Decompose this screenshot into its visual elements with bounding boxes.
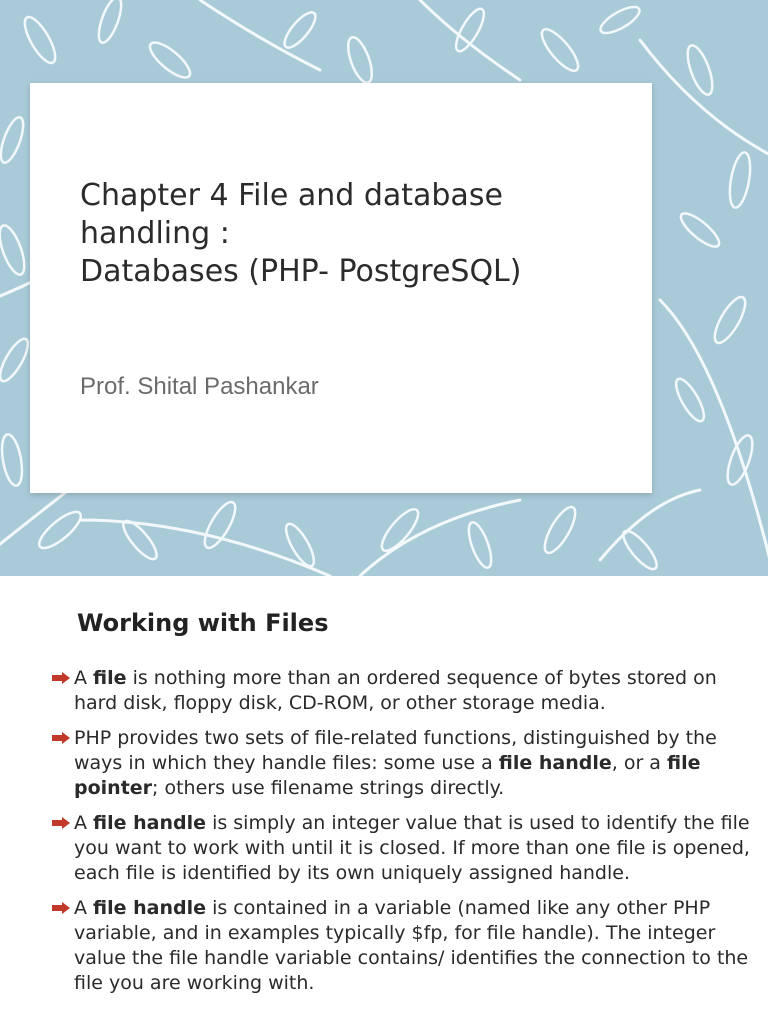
bullet-item	[50, 896, 750, 996]
bold-term: file handle	[93, 897, 207, 919]
bullet-text: A	[74, 667, 94, 689]
bullet-text: , or a	[611, 752, 667, 774]
bullet-list	[50, 666, 750, 1006]
bullet-item	[50, 726, 750, 801]
slide-title	[80, 177, 640, 291]
bullet-item	[50, 811, 750, 886]
bullet-text: A	[74, 812, 94, 834]
right-arrow-icon	[52, 817, 70, 829]
content-slide	[0, 576, 768, 1024]
right-arrow-icon	[52, 902, 70, 914]
author-name: Prof. Shital Pashankar	[80, 373, 319, 400]
bullet-text: PHP provides two sets of file-related functions, distinguished by the ways in which they handle files: some use a	[74, 727, 717, 774]
title-card	[30, 83, 652, 493]
title-line: Chapter 4 File and database	[80, 178, 503, 213]
bold-term: file pointer	[74, 752, 701, 799]
title-line: handling :	[80, 216, 230, 251]
slide-heading: Working with Files	[77, 609, 329, 637]
right-arrow-icon	[52, 672, 70, 684]
bullet-text: is nothing more than an ordered sequence of bytes stored on hard disk, floppy disk, CD-ROM, or other storage media.	[74, 667, 717, 714]
bold-term: file handle	[498, 752, 612, 774]
bold-term: file	[93, 667, 127, 689]
bullet-text: is contained in a variable (named like any other PHP variable, and in examples typically $fp, for file handle). The integer value the file handle variable contains/ identifies the connection to the file you are working with.	[74, 897, 749, 994]
title-line: Databases (PHP- PostgreSQL)	[80, 254, 522, 289]
bullet-text: ; others use filename strings directly.	[152, 777, 505, 799]
right-arrow-icon	[52, 732, 70, 744]
bullet-text: A	[74, 897, 94, 919]
bullet-text: is simply an integer value that is used to identify the file you want to work with until it is closed. If more than one file is opened, each file is identified by its own uniquely assigned handle.	[74, 812, 750, 884]
bold-term: file handle	[93, 812, 207, 834]
bullet-item	[50, 666, 750, 716]
